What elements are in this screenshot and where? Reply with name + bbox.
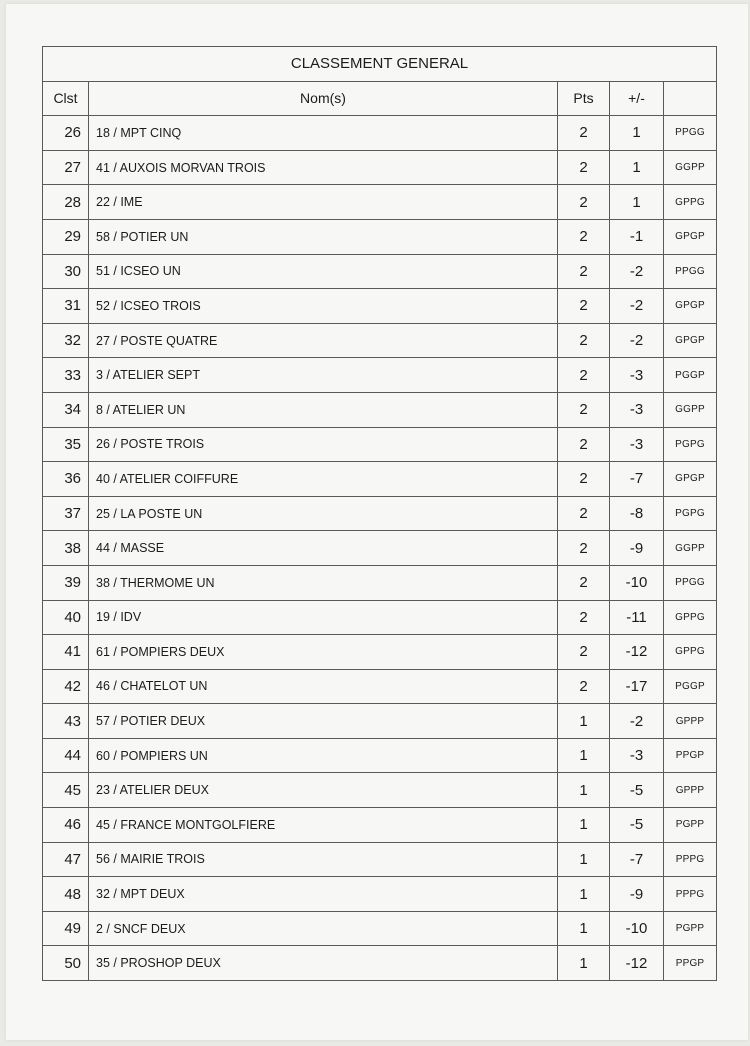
- table-row: [43, 669, 717, 704]
- table-row: [43, 254, 717, 289]
- goal-difference-cell: -7: [610, 462, 664, 497]
- points-cell: 1: [558, 946, 610, 981]
- table-row: [43, 392, 717, 427]
- rank-cell: 33: [43, 358, 89, 393]
- table-row: [43, 358, 717, 393]
- goal-difference-cell: -8: [610, 496, 664, 531]
- team-name-cell: 38 / THERMOME UN: [89, 565, 558, 600]
- team-name-cell: 45 / FRANCE MONTGOLFIERE: [89, 808, 558, 843]
- table-row: [43, 842, 717, 877]
- points-cell: 2: [558, 462, 610, 497]
- table-row: [43, 738, 717, 773]
- header-diff: +/-: [610, 81, 664, 116]
- goal-difference-cell: -7: [610, 842, 664, 877]
- table-row: [43, 289, 717, 324]
- goal-difference-cell: -17: [610, 669, 664, 704]
- form-cell: PGPG: [664, 427, 717, 462]
- form-cell: PPGG: [664, 116, 717, 151]
- goal-difference-cell: -10: [610, 565, 664, 600]
- points-cell: 2: [558, 392, 610, 427]
- points-cell: 2: [558, 219, 610, 254]
- form-cell: PGGP: [664, 669, 717, 704]
- rank-cell: 37: [43, 496, 89, 531]
- points-cell: 1: [558, 704, 610, 739]
- rank-cell: 48: [43, 877, 89, 912]
- table-row: [43, 565, 717, 600]
- goal-difference-cell: 1: [610, 116, 664, 151]
- team-name-cell: 18 / MPT CINQ: [89, 116, 558, 151]
- rank-cell: 34: [43, 392, 89, 427]
- table-row: [43, 808, 717, 843]
- points-cell: 2: [558, 496, 610, 531]
- table-row: [43, 496, 717, 531]
- team-name-cell: 2 / SNCF DEUX: [89, 911, 558, 946]
- points-cell: 1: [558, 911, 610, 946]
- rank-cell: 28: [43, 185, 89, 220]
- table-title: CLASSEMENT GENERAL: [43, 47, 717, 82]
- goal-difference-cell: -2: [610, 323, 664, 358]
- document-sheet: [6, 4, 748, 1040]
- goal-difference-cell: -11: [610, 600, 664, 635]
- form-cell: GPPG: [664, 185, 717, 220]
- title-row: [43, 47, 717, 82]
- team-name-cell: 32 / MPT DEUX: [89, 877, 558, 912]
- rank-cell: 35: [43, 427, 89, 462]
- points-cell: 2: [558, 116, 610, 151]
- table-row: [43, 150, 717, 185]
- goal-difference-cell: -12: [610, 635, 664, 670]
- team-name-cell: 22 / IME: [89, 185, 558, 220]
- form-cell: GGPP: [664, 150, 717, 185]
- team-name-cell: 8 / ATELIER UN: [89, 392, 558, 427]
- points-cell: 2: [558, 358, 610, 393]
- team-name-cell: 44 / MASSE: [89, 531, 558, 566]
- goal-difference-cell: -12: [610, 946, 664, 981]
- points-cell: 1: [558, 808, 610, 843]
- team-name-cell: 26 / POSTE TROIS: [89, 427, 558, 462]
- goal-difference-cell: -9: [610, 531, 664, 566]
- form-cell: GPPG: [664, 600, 717, 635]
- form-cell: GPPP: [664, 773, 717, 808]
- table-row: [43, 946, 717, 981]
- rank-cell: 40: [43, 600, 89, 635]
- points-cell: 2: [558, 565, 610, 600]
- rank-cell: 30: [43, 254, 89, 289]
- team-name-cell: 57 / POTIER DEUX: [89, 704, 558, 739]
- rank-cell: 50: [43, 946, 89, 981]
- rank-cell: 26: [43, 116, 89, 151]
- points-cell: 1: [558, 738, 610, 773]
- team-name-cell: 61 / POMPIERS DEUX: [89, 635, 558, 670]
- goal-difference-cell: -2: [610, 254, 664, 289]
- table-row: [43, 877, 717, 912]
- team-name-cell: 3 / ATELIER SEPT: [89, 358, 558, 393]
- header-row: [43, 81, 717, 116]
- rank-cell: 46: [43, 808, 89, 843]
- team-name-cell: 52 / ICSEO TROIS: [89, 289, 558, 324]
- form-cell: PPGG: [664, 565, 717, 600]
- team-name-cell: 23 / ATELIER DEUX: [89, 773, 558, 808]
- points-cell: 2: [558, 150, 610, 185]
- goal-difference-cell: -3: [610, 738, 664, 773]
- points-cell: 2: [558, 669, 610, 704]
- standings-table: [42, 46, 717, 981]
- team-name-cell: 27 / POSTE QUATRE: [89, 323, 558, 358]
- team-name-cell: 51 / ICSEO UN: [89, 254, 558, 289]
- goal-difference-cell: -1: [610, 219, 664, 254]
- table-row: [43, 635, 717, 670]
- header-rank: Clst: [43, 81, 89, 116]
- goal-difference-cell: -2: [610, 289, 664, 324]
- table-row: [43, 185, 717, 220]
- form-cell: GPPP: [664, 704, 717, 739]
- team-name-cell: 41 / AUXOIS MORVAN TROIS: [89, 150, 558, 185]
- table-row: [43, 219, 717, 254]
- points-cell: 1: [558, 877, 610, 912]
- rank-cell: 36: [43, 462, 89, 497]
- goal-difference-cell: -3: [610, 358, 664, 393]
- points-cell: 2: [558, 185, 610, 220]
- points-cell: 2: [558, 323, 610, 358]
- table-row: [43, 323, 717, 358]
- table-row: [43, 704, 717, 739]
- form-cell: PGGP: [664, 358, 717, 393]
- header-form: [664, 81, 717, 116]
- team-name-cell: 35 / PROSHOP DEUX: [89, 946, 558, 981]
- team-name-cell: 25 / LA POSTE UN: [89, 496, 558, 531]
- team-name-cell: 58 / POTIER UN: [89, 219, 558, 254]
- goal-difference-cell: -9: [610, 877, 664, 912]
- team-name-cell: 46 / CHATELOT UN: [89, 669, 558, 704]
- goal-difference-cell: -5: [610, 773, 664, 808]
- points-cell: 2: [558, 531, 610, 566]
- form-cell: GGPP: [664, 392, 717, 427]
- rank-cell: 39: [43, 565, 89, 600]
- points-cell: 2: [558, 427, 610, 462]
- standings-body: [43, 116, 717, 981]
- form-cell: PPGP: [664, 738, 717, 773]
- table-row: [43, 911, 717, 946]
- header-name: Nom(s): [89, 81, 558, 116]
- points-cell: 2: [558, 600, 610, 635]
- rank-cell: 27: [43, 150, 89, 185]
- rank-cell: 38: [43, 531, 89, 566]
- table-row: [43, 462, 717, 497]
- rank-cell: 44: [43, 738, 89, 773]
- goal-difference-cell: -10: [610, 911, 664, 946]
- table-row: [43, 600, 717, 635]
- rank-cell: 47: [43, 842, 89, 877]
- form-cell: GGPP: [664, 531, 717, 566]
- form-cell: PGPG: [664, 496, 717, 531]
- team-name-cell: 56 / MAIRIE TROIS: [89, 842, 558, 877]
- rank-cell: 41: [43, 635, 89, 670]
- team-name-cell: 60 / POMPIERS UN: [89, 738, 558, 773]
- points-cell: 1: [558, 842, 610, 877]
- rank-cell: 29: [43, 219, 89, 254]
- rank-cell: 31: [43, 289, 89, 324]
- team-name-cell: 40 / ATELIER COIFFURE: [89, 462, 558, 497]
- rank-cell: 32: [43, 323, 89, 358]
- rank-cell: 42: [43, 669, 89, 704]
- header-points: Pts: [558, 81, 610, 116]
- form-cell: PPGP: [664, 946, 717, 981]
- rank-cell: 45: [43, 773, 89, 808]
- goal-difference-cell: -2: [610, 704, 664, 739]
- goal-difference-cell: -5: [610, 808, 664, 843]
- points-cell: 1: [558, 773, 610, 808]
- goal-difference-cell: 1: [610, 150, 664, 185]
- points-cell: 2: [558, 635, 610, 670]
- points-cell: 2: [558, 289, 610, 324]
- table-row: [43, 427, 717, 462]
- form-cell: PPGG: [664, 254, 717, 289]
- form-cell: GPPG: [664, 635, 717, 670]
- form-cell: GPGP: [664, 289, 717, 324]
- table-row: [43, 116, 717, 151]
- goal-difference-cell: -3: [610, 427, 664, 462]
- form-cell: PGPP: [664, 911, 717, 946]
- rank-cell: 49: [43, 911, 89, 946]
- goal-difference-cell: 1: [610, 185, 664, 220]
- points-cell: 2: [558, 254, 610, 289]
- form-cell: GPGP: [664, 323, 717, 358]
- form-cell: PGPP: [664, 808, 717, 843]
- form-cell: PPPG: [664, 842, 717, 877]
- table-row: [43, 531, 717, 566]
- rank-cell: 43: [43, 704, 89, 739]
- form-cell: GPGP: [664, 219, 717, 254]
- team-name-cell: 19 / IDV: [89, 600, 558, 635]
- table-row: [43, 773, 717, 808]
- goal-difference-cell: -3: [610, 392, 664, 427]
- form-cell: GPGP: [664, 462, 717, 497]
- form-cell: PPPG: [664, 877, 717, 912]
